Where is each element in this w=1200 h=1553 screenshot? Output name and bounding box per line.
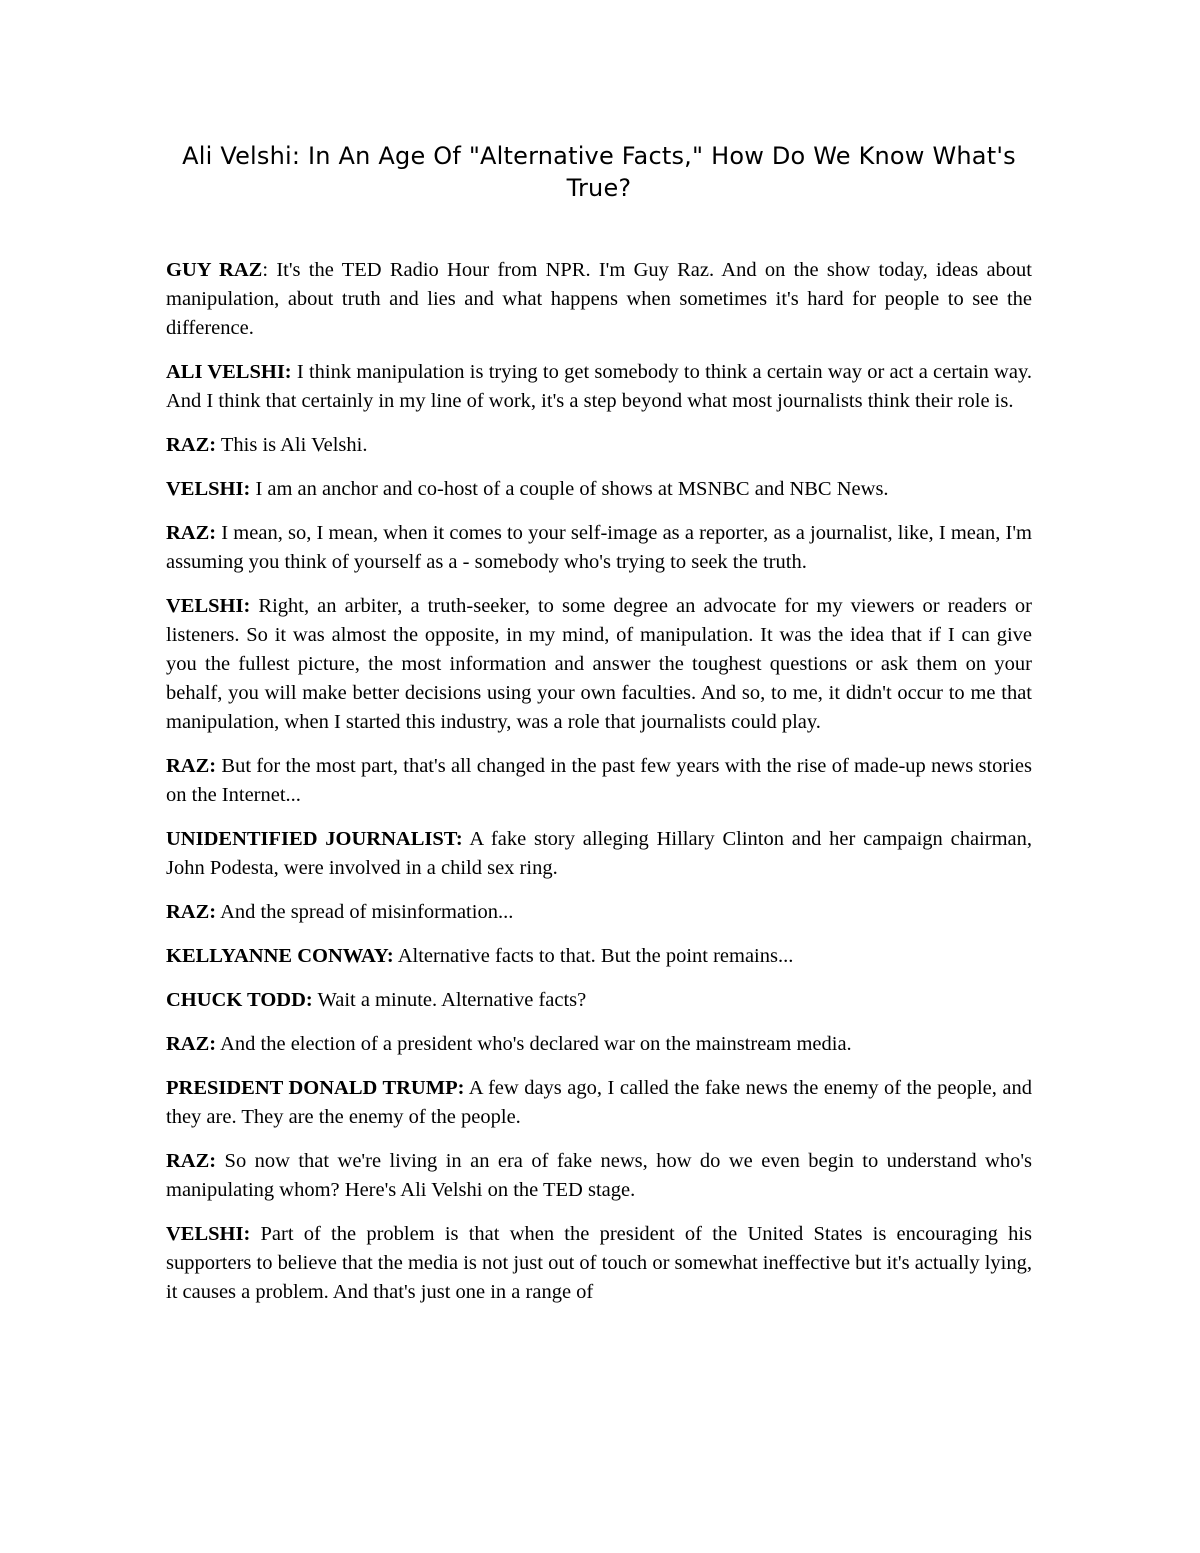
transcript-paragraph bbox=[166, 475, 1032, 504]
transcript-paragraph bbox=[166, 898, 1032, 927]
speaker-name: KELLYANNE CONWAY: bbox=[166, 945, 394, 967]
paragraph-text: Part of the problem is that when the president of the United States is encouraging his supporters to believe that the media is not just out of touch or somewhat ineffective but it's actually lying, it causes a problem. And that's just one in a range of bbox=[166, 1223, 1033, 1303]
transcript-paragraph bbox=[166, 1147, 1032, 1205]
speaker-name: RAZ: bbox=[166, 1150, 217, 1172]
speaker-name: RAZ: bbox=[166, 755, 217, 777]
speaker-name: RAZ: bbox=[166, 1033, 217, 1055]
transcript-paragraph bbox=[166, 942, 1032, 971]
transcript-paragraph bbox=[166, 825, 1032, 883]
transcript-paragraph bbox=[166, 431, 1032, 460]
paragraph-text: But for the most part, that's all changed in the past few years with the rise of made-up news stories on the Internet... bbox=[166, 755, 1033, 806]
paragraph-text: Wait a minute. Alternative facts? bbox=[317, 989, 587, 1011]
paragraph-text: It's the TED Radio Hour from NPR. I'm Guy Raz. And on the show today, ideas about manipulation, about truth and lies and what happens when sometimes it's hard for people to see the difference. bbox=[166, 259, 1032, 339]
speaker-name: RAZ: bbox=[166, 434, 217, 456]
speaker-name: UNIDENTIFIED JOURNALIST: bbox=[166, 828, 463, 850]
paragraph-text: And the election of a president who's declared war on the mainstream media. bbox=[220, 1033, 852, 1055]
transcript-paragraph bbox=[166, 752, 1032, 810]
transcript-paragraph bbox=[166, 519, 1032, 577]
transcript-paragraph bbox=[166, 986, 1032, 1015]
speaker-name: VELSHI: bbox=[166, 595, 251, 617]
paragraph-text: Alternative facts to that. But the point remains... bbox=[397, 945, 794, 967]
paragraph-text: And the spread of misinformation... bbox=[220, 901, 514, 923]
speaker-name: CHUCK TODD: bbox=[166, 989, 313, 1011]
speaker-name: RAZ: bbox=[166, 522, 217, 544]
paragraph-text: So now that we're living in an era of fake news, how do we even begin to understand who's manipulating whom? Here's Ali Velshi on the TED stage. bbox=[166, 1150, 1032, 1201]
paragraph-text: I am an anchor and co-host of a couple of shows at MSNBC and NBC News. bbox=[255, 478, 889, 500]
paragraph-text: I think manipulation is trying to get somebody to think a certain way or act a certain way. And I think that certainly in my line of work, it's a step beyond what most journalists think their role is. bbox=[166, 361, 1033, 412]
transcript-paragraph bbox=[166, 1030, 1032, 1059]
speaker-name: RAZ: bbox=[166, 901, 217, 923]
transcript-body bbox=[166, 256, 1032, 1322]
document-title: Ali Velshi: In An Age Of "Alternative Facts," How Do We Know What's True? bbox=[182, 142, 1016, 202]
speaker-name: ALI VELSHI: bbox=[166, 361, 292, 383]
transcript-paragraph: GUY RAZ: It's the TED Radio Hour from NPR. I'm Guy Raz. And on the show today, ideas about manipulation, about truth and lies and what happens when sometimes it's hard for people to see the difference. bbox=[166, 259, 1032, 339]
transcript-paragraph bbox=[166, 1220, 1032, 1307]
speaker-name: GUY RAZ bbox=[166, 259, 263, 281]
transcript-paragraph bbox=[166, 592, 1032, 737]
paragraph-text: Right, an arbiter, a truth-seeker, to some degree an advocate for my viewers or readers or listeners. So it was almost the opposite, in my mind, of manipulation. It was the idea that if I can give you the fullest picture, the most information and answer the toughest questions or ask them on your behalf, you will make better decisions using your own faculties. And so, to me, it didn't occur to me that manipulation, when I started this industry, was a role that journalists could play. bbox=[166, 595, 1032, 733]
speaker-name: VELSHI: bbox=[166, 1223, 251, 1245]
paragraph-text: A few days ago, I called the fake news the enemy of the people, and they are. They are the enemy of the people. bbox=[166, 1077, 1032, 1128]
speaker-name: PRESIDENT DONALD TRUMP: bbox=[166, 1077, 465, 1099]
speaker-name: VELSHI: bbox=[166, 478, 251, 500]
paragraph-text: A fake story alleging Hillary Clinton and her campaign chairman, John Podesta, were involved in a child sex ring. bbox=[166, 828, 1032, 879]
transcript-paragraph bbox=[166, 1074, 1032, 1132]
paragraph-text: This is Ali Velshi. bbox=[220, 434, 368, 456]
transcript-paragraph bbox=[166, 358, 1032, 416]
paragraph-text: I mean, so, I mean, when it comes to your self-image as a reporter, as a journalist, like, I mean, I'm assuming you think of yourself as a - somebody who's trying to seek the truth. bbox=[166, 522, 1032, 573]
